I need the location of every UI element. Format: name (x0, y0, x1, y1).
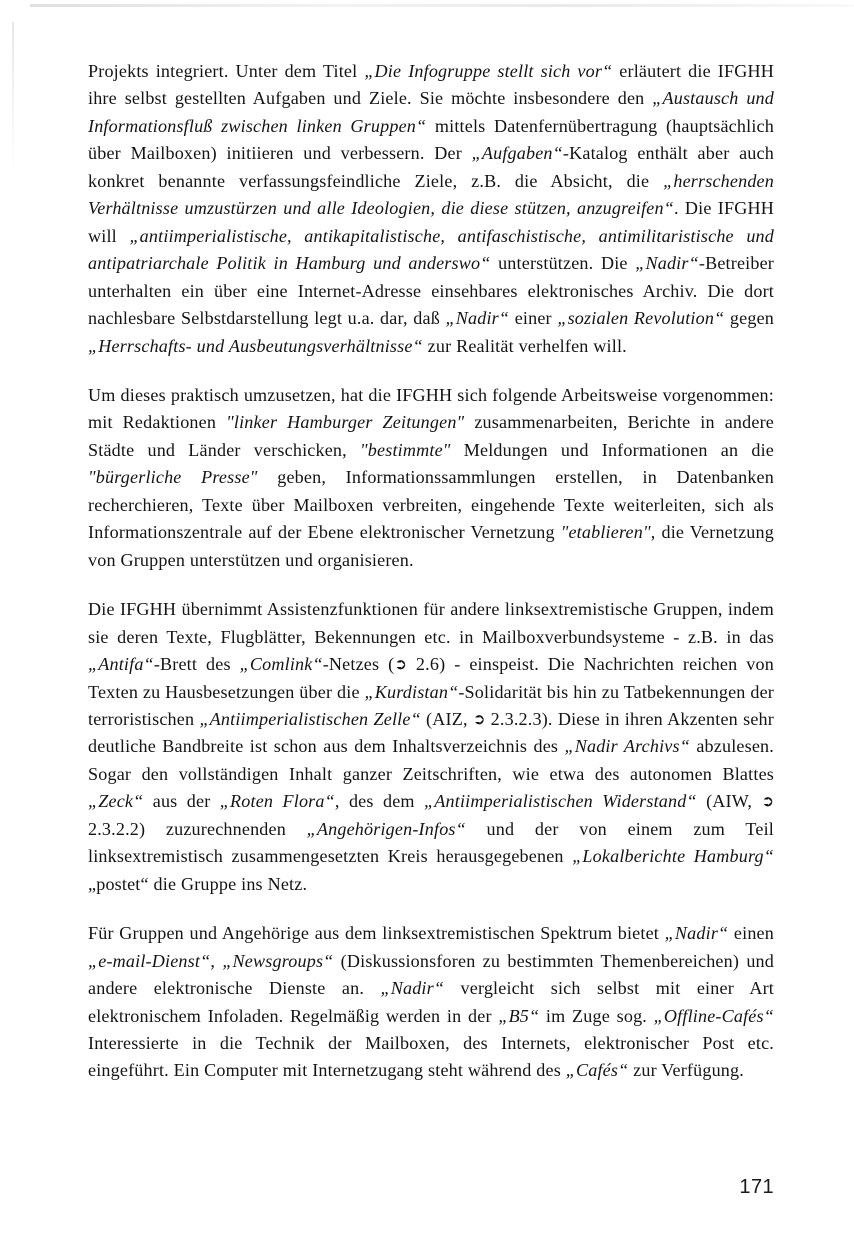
text-run: gegen (724, 308, 775, 329)
text-run: (AIZ, (420, 708, 473, 729)
text-run: geben, Informationssammlungen erstellen, in Datenbanken recherchieren, Texte über Mailboxen verbreiten, eingehende Texte weiterleiten, sich als Informationszentrale auf der Ebene elektronischer Vernetzung (88, 467, 774, 543)
scan-edge-artifact-left (12, 22, 14, 222)
italic-quoted-term: „herrschenden Verhältnisse umzustürzen und alle Ideologien, die diese stützen, anzugreifen“ (88, 170, 774, 219)
text-run: mittels Datenfernübertragung (hauptsächlich über Mailboxen) initiieren und verbessern. Der (88, 115, 774, 164)
italic-quoted-term: „B5“ (498, 1005, 540, 1026)
body-paragraph (88, 920, 774, 1085)
italic-quoted-term: „Nadir“ (635, 253, 699, 274)
italic-quoted-term: „Offline-Cafés“ (653, 1005, 774, 1026)
text-run: Die IFGHH übernimmt Assistenzfunktionen für andere linksextremistische Gruppen, indem sie deren Texte, Flugblätter, Bekennungen etc. in Mailboxverbundsysteme - z.B. in das (88, 599, 774, 647)
cross-reference-arrow-icon: ➲ (394, 655, 407, 674)
italic-quoted-term: "bestimmte" (360, 439, 451, 460)
italic-quoted-term: „Newsgroups“ (222, 950, 334, 971)
cross-reference-arrow-icon: ➲ (472, 709, 486, 728)
text-run: Für Gruppen und Angehörige aus dem linksextremistischen Spektrum bietet (88, 923, 665, 944)
italic-quoted-term: "etablieren" (560, 522, 651, 543)
text-run: Meldungen und Informationen an die (450, 439, 774, 460)
scan-edge-artifact-top (30, 4, 854, 7)
body-paragraph (88, 58, 774, 360)
italic-quoted-term: „Die Infogruppe stellt sich vor“ (364, 61, 613, 81)
italic-quoted-term: „Nadir“ (664, 923, 729, 944)
cross-reference-arrow-icon: ➲ (761, 792, 775, 811)
text-run: (Diskussionsforen zu bestimmten Themenbereichen) und andere elektronische Dienste an. (88, 950, 775, 999)
page-text-block (88, 58, 774, 1085)
page-number: 171 (739, 1176, 774, 1198)
text-run: abzulesen. Sogar den vollständigen Inhalt ganzer Zeitschriften, wie etwa des autonomen Blattes (88, 736, 774, 784)
text-run: erläutert die IFGHH ihre selbst gestellten Aufgaben und Ziele. Sie möchte insbesondere den (88, 61, 774, 109)
italic-quoted-term: „Antiimperialistischen Zelle“ (199, 708, 421, 729)
text-run: vergleicht sich selbst mit einer Art elektronischem Infoladen. Regelmäßig werden in der (88, 978, 774, 1026)
italic-quoted-term: „Angehörigen-Infos“ (306, 818, 466, 839)
italic-quoted-term: „Austausch und Informationsfluß zwischen linken Gruppen“ (88, 88, 775, 136)
text-run: , die Vernetzung von Gruppen unterstützen und organisieren. (88, 522, 774, 570)
text-run: -Netzes ( (322, 654, 395, 675)
italic-quoted-term: "linker Hamburger Zeitungen" (226, 412, 465, 433)
italic-quoted-term: „Kurdistan“ (364, 681, 459, 702)
text-run: unterstützen. Die (490, 253, 636, 274)
italic-quoted-term: „Antiimperialistischen Widerstand“ (424, 791, 697, 812)
italic-quoted-term: „antiimperialistische, antikapitalistische, antifaschistische, antimilitaristische und antipatriarchale Politik in Hamburg und anderswo“ (88, 225, 774, 274)
text-run: zur Realität verhelfen will. (422, 335, 627, 356)
italic-quoted-term: „Aufgaben“ (471, 143, 563, 164)
text-run: -Solidarität bis hin zu Tatbekennungen der terroristischen (88, 681, 774, 729)
italic-quoted-term: „sozialen Revolution“ (557, 308, 725, 329)
body-paragraph (88, 596, 774, 898)
body-paragraph (88, 382, 774, 574)
text-run: zur Verfügung. (628, 1060, 744, 1081)
italic-quoted-term: "bürgerliche Presse" (88, 467, 258, 488)
text-run: 2.3.2.3). Diese in ihren Akzenten sehr deutliche Bandbreite ist schon aus dem Inhaltsverzeichnis des (88, 708, 774, 757)
italic-quoted-term: „Comlink“ (239, 654, 323, 675)
italic-quoted-term: „Roten Flora“ (219, 791, 335, 812)
italic-quoted-term: „Lokalberichte Hamburg“ (572, 846, 775, 867)
text-run: einen (728, 923, 774, 944)
italic-quoted-term: „Nadir Archivs“ (564, 736, 690, 757)
italic-quoted-term: „Cafés“ (565, 1060, 629, 1081)
text-run: Projekts integriert. Unter dem Titel (88, 61, 365, 81)
italic-quoted-term: „Zeck“ (88, 791, 144, 812)
text-run: zusammenarbeiten, Berichte in andere Städte und Länder verschicken, (88, 412, 775, 460)
italic-quoted-term: „Nadir“ (445, 308, 510, 329)
text-run: -Betreiber unterhalten ein über eine Internet-Adresse einsehbares elektronisches Archiv. Die dort nachlesbare Selbstdarstellung legt u.a. dar, daß (88, 253, 775, 329)
text-run: -Brett des (153, 654, 240, 675)
text-run: , (210, 950, 223, 971)
text-run: -Katalog enthält aber auch konkret benannte verfassungsfeindliche Ziele, z.B. die Absicht, die (88, 143, 774, 191)
text-run: aus der (143, 791, 220, 812)
text-run: . Die IFGHH will (88, 198, 775, 246)
text-run: Um dieses praktisch umzusetzen, hat die IFGHH sich folgende Arbeitsweise vorgenommen: mit Redaktionen (88, 384, 774, 433)
text-run: einer (509, 308, 558, 329)
text-run: 2.3.2.2) zuzurechnenden (88, 818, 307, 839)
text-run: im Zuge sog. (539, 1005, 654, 1026)
italic-quoted-term: „e-mail-Dienst“ (88, 950, 211, 971)
text-run: und der von einem zum Teil linksextremistisch zusammengesetzten Kreis herausgegebenen (88, 818, 774, 867)
text-run: „postet“ die Gruppe ins Netz. (88, 873, 308, 894)
text-run: 2.6) - einspeist. Die Nachrichten reichen von Texten zu Hausbesetzungen über die (88, 654, 774, 702)
italic-quoted-term: „Herrschafts- und Ausbeutungsverhältnisse“ (88, 335, 423, 356)
text-run: , des dem (334, 791, 425, 812)
text-run: (AIW, (696, 791, 762, 812)
italic-quoted-term: „Nadir“ (380, 978, 445, 999)
italic-quoted-term: „Antifa“ (88, 654, 154, 675)
text-run: Interessierte in die Technik der Mailboxen, des Internets, elektronischer Post etc. eingeführt. Ein Computer mit Internetzugang steht während des (88, 1032, 774, 1081)
